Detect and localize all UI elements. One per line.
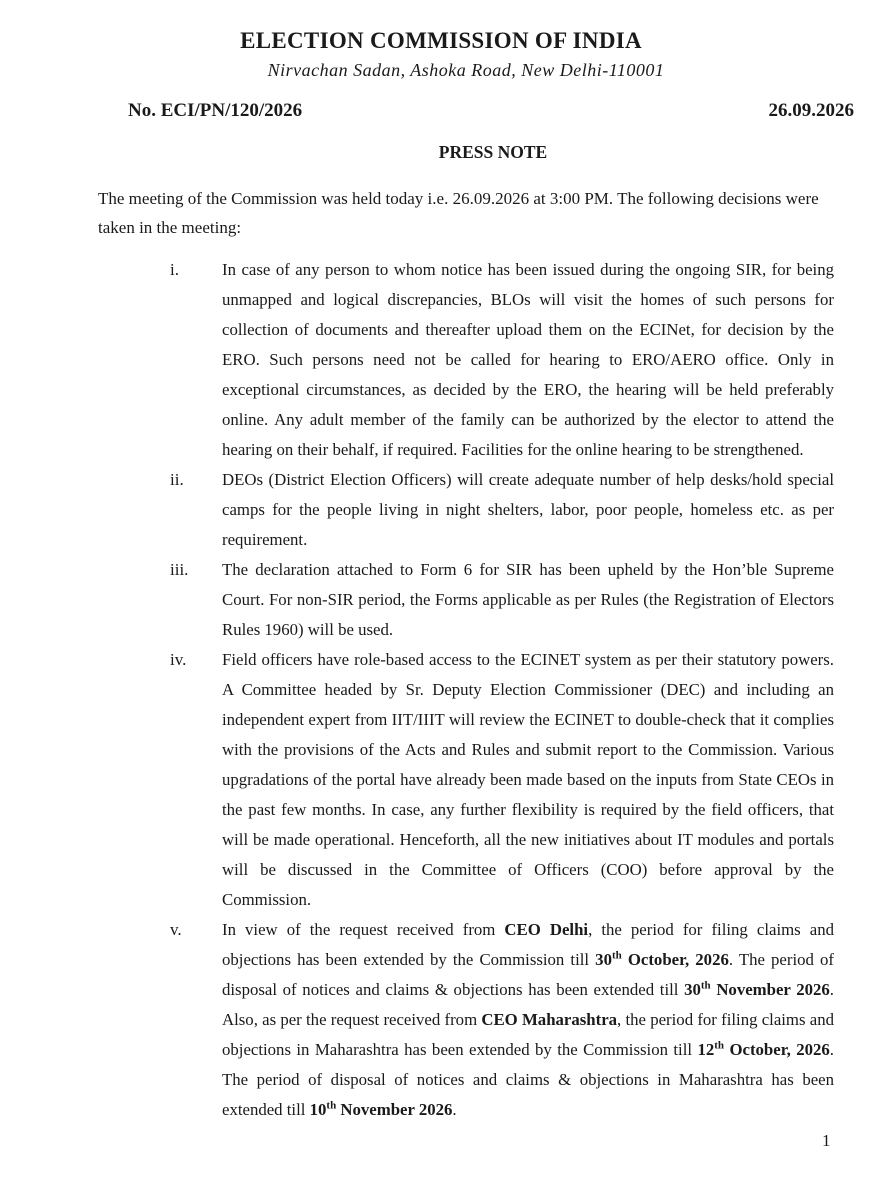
decision-list xyxy=(0,255,882,1125)
bold-text: 12 xyxy=(697,1040,715,1059)
page-number: 1 xyxy=(822,1131,831,1150)
item-text: Field officers have role-based access to the ECINET system as per their statutory powers. A Committee headed by Sr. Deputy Election Commissioner (DEC) and including an independent expert from IIT/IIIT will review the ECINET to double-check that it complies with the provisions of the Acts and Rules and submit report to the Commission. Various upgradations of the portal have already been made based on the inputs from State CEOs in the past few months. In case, any further flexibility is required by the field officers, that will be made operational. Henceforth, all the new initiatives about IT modules and portals will be discussed in the Committee of Officers (COO) before approval by the Commission. xyxy=(222,650,834,909)
item-text: DEOs (District Election Officers) will create adequate number of help desks/hold special camps for the people living in night shelters, labor, poor people, homeless etc. as per requirement. xyxy=(222,470,834,549)
bold-text: 30 xyxy=(684,980,701,999)
bold-text: November 2026 xyxy=(710,980,830,999)
bold-text: CEO Delhi xyxy=(504,920,589,939)
list-item xyxy=(0,465,882,555)
item-number: v. xyxy=(170,920,182,939)
text-run: . Also, as per the request received from xyxy=(222,980,834,1029)
item-number: ii. xyxy=(170,470,184,489)
bold-text: November 2026 xyxy=(336,1100,453,1119)
organization-address: Nirvachan Sadan, Ashoka Road, New Delhi-110001 xyxy=(267,60,665,80)
text-run: . The period of disposal of notices and claims & objections has been extended till xyxy=(222,950,834,999)
text-run: , the period for filing claims and objections in Maharashtra has been extended by the Commission till xyxy=(222,1010,834,1059)
item-text xyxy=(222,915,834,1125)
text-run: . The period of disposal of notices and claims & objections in Maharashtra has been extended till xyxy=(222,1040,834,1119)
ordinal-suffix: th xyxy=(326,1099,337,1112)
organization-name: ELECTION COMMISSION OF INDIA xyxy=(240,28,642,53)
reference-number: No. ECI/PN/120/2026 xyxy=(128,100,303,121)
intro-paragraph: The meeting of the Commission was held today i.e. 26.09.2026 at 3:00 PM. The following decisions were taken in the meeting: xyxy=(98,189,819,237)
ordinal-suffix: th xyxy=(714,1039,725,1052)
bold-text: October, 2026 xyxy=(724,1040,830,1059)
item-text: In case of any person to whom notice has been issued during the ongoing SIR, for being unmapped and logical discrepancies, BLOs will visit the homes of such persons for collection of documents and thereafter upload them on the ECINet, for decision by the ERO. Such persons need not be called for hearing to ERO/AERO office. Only in exceptional circumstances, as decided by the ERO, the hearing will be held preferably online. Any adult member of the family can be authorized by the elector to attend the hearing on their behalf, if required. Facilities for the online hearing to be strengthened. xyxy=(222,260,834,459)
list-item xyxy=(0,255,882,465)
item-number: iii. xyxy=(170,560,189,579)
bold-text: 30 xyxy=(595,950,612,969)
text-run: , the period for filing claims and objections has been extended by the Commission till xyxy=(222,920,834,969)
document-date: 26.09.2026 xyxy=(768,100,854,121)
ordinal-suffix: th xyxy=(611,949,622,962)
ordinal-suffix: th xyxy=(700,979,711,992)
text-run: . xyxy=(452,1100,457,1119)
item-number: i. xyxy=(170,260,179,279)
list-item xyxy=(0,555,882,645)
bold-text: CEO Maharashtra xyxy=(481,1010,618,1029)
item-text: The declaration attached to Form 6 for SIR has been upheld by the Hon’ble Supreme Court. For non-SIR period, the Forms applicable as per Rules (the Registration of Electors Rules 1960) will be used. xyxy=(222,560,834,639)
item-number: iv. xyxy=(170,650,187,669)
document-title: PRESS NOTE xyxy=(438,142,548,162)
list-item xyxy=(0,645,882,915)
bold-text: 10 xyxy=(309,1100,327,1119)
bold-text: October, 2026 xyxy=(621,950,729,969)
list-item xyxy=(0,915,882,1125)
text-run: In view of the request received from xyxy=(222,920,505,939)
